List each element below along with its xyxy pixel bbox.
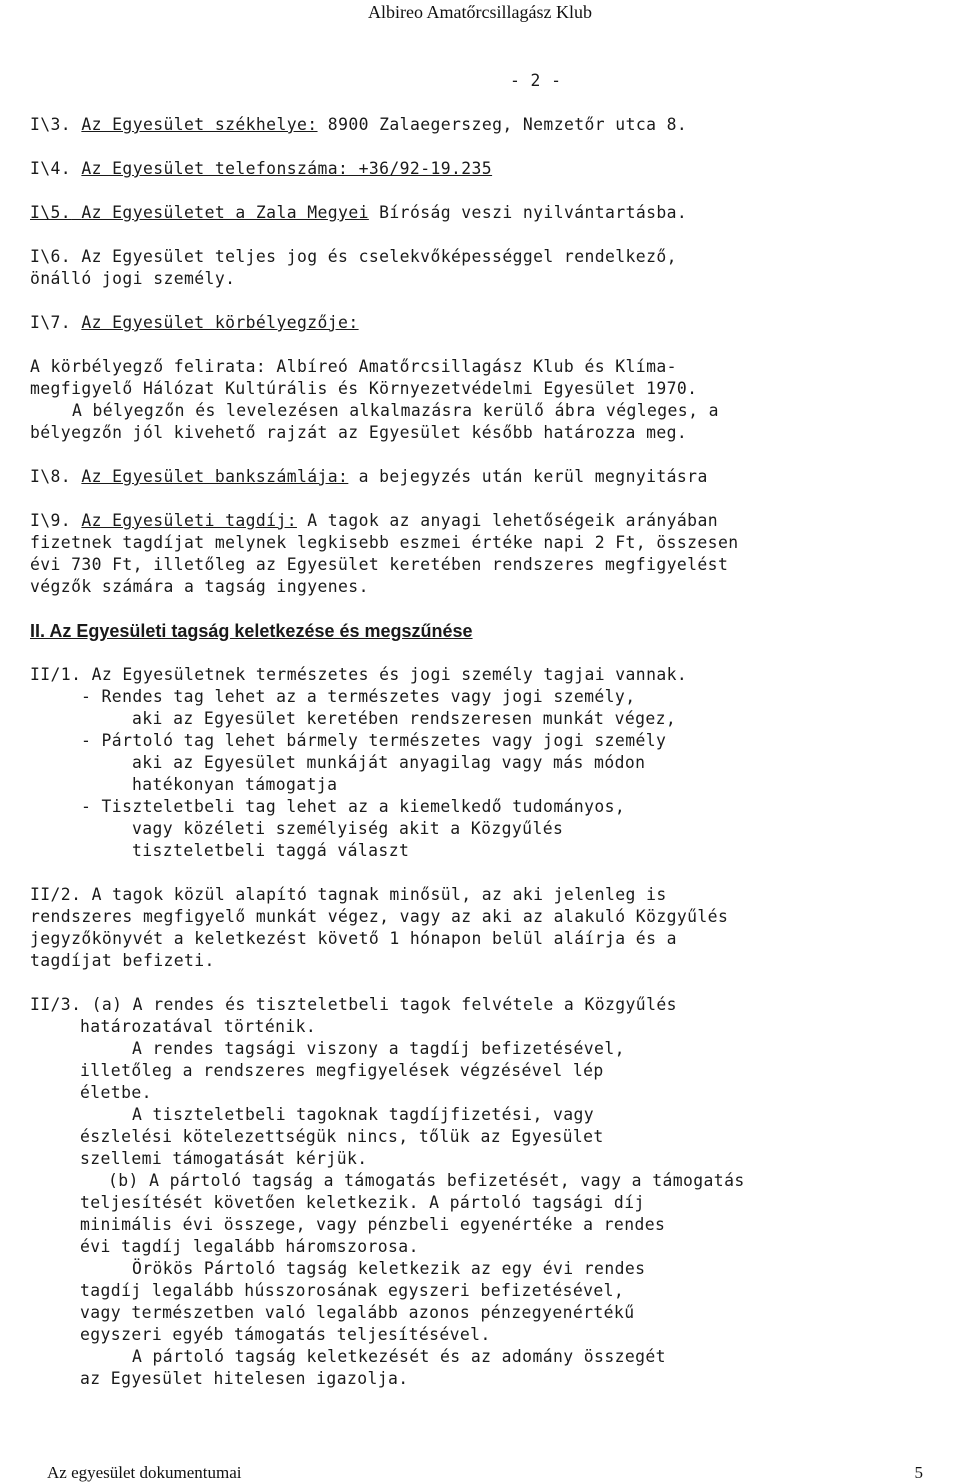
ii1-bullet-cont: tiszteletbeli taggá választ (132, 841, 410, 860)
ii1-line: II/1. Az Egyesületnek természetes és jogi személy tagjai vannak. (30, 665, 688, 684)
ii3-line: II/3. (a) A rendes és tiszteletbeli tagok felvétele a Közgyűlés (30, 995, 677, 1014)
section-number: I\7. (30, 313, 72, 332)
ii3-line: vagy természetben való legalább azonos pénzegyenértékű (80, 1303, 635, 1322)
section-i9 (30, 510, 945, 532)
section-text: a bejegyzés után kerül megnyitásra (348, 467, 708, 486)
ii2-line: jegyzőkönyvét a keletkezést követő 1 hónapon belül aláírja és a (30, 929, 677, 948)
ii2-line: tagdíjat befizeti. (30, 951, 215, 970)
ii3-line: teljesítését követően keletkezik. A pártoló tagsági díj (80, 1193, 645, 1212)
page-marker: - 2 - (510, 71, 562, 90)
stamp-text-line: megfigyelő Hálózat Kultúrális és Környezetvédelmi Egyesület 1970. (30, 379, 698, 398)
section-i4 (30, 158, 945, 180)
ii3-line: (b) A pártoló tagság a támogatás befizetését, vagy a támogatás (108, 1171, 745, 1190)
section-number: I\3. (30, 115, 72, 134)
section-i5 (30, 202, 945, 224)
section-title: Az Egyesület körbélyegzője: (81, 313, 359, 332)
ii3-line: észlelési kötelezettségük nincs, tőlük az Egyesület (80, 1127, 604, 1146)
stamp-text-line: A bélyegzőn és levelezésen alkalmazásra kerülő ábra végleges, a (72, 401, 719, 420)
section-i8 (30, 466, 945, 488)
ii3-line: életbe. (80, 1083, 152, 1102)
stamp-text-line: bélyegzőn jól kivehető rajzát az Egyesület később határozza meg. (30, 423, 688, 442)
ii1-bullet-cont: aki az Egyesület munkáját anyagilag vagy más módon (132, 753, 646, 772)
section-title: Az Egyesület székhelye: (81, 115, 318, 134)
ii3-line: A pártoló tagság keletkezését és az adomány összegét (132, 1347, 666, 1366)
ii3-line: minimális évi összege, vagy pénzbeli egyenértéke a rendes (80, 1215, 666, 1234)
ii3-line: A tiszteletbeli tagoknak tagdíjfizetési, vagy (132, 1105, 595, 1124)
section-i9-line: fizetnek tagdíjat melynek legkisebb eszmei értéke napi 2 Ft, összesen (30, 533, 739, 552)
ii3-line: Örökös Pártoló tagság keletkezik az egy évi rendes (132, 1259, 646, 1278)
chapter-heading: II. Az Egyesületi tagság keletkezése és megszűnése (30, 621, 473, 641)
ii1-bullet-cont: vagy közéleti személyiség akit a Közgyűlés (132, 819, 564, 838)
ii3-line: egyszeri egyéb támogatás teljesítésével. (80, 1325, 491, 1344)
stamp-text-line: A körbélyegző felirata: Albíreó Amatőrcsillagász Klub és Klíma- (30, 357, 677, 376)
ii3-line: A rendes tagsági viszony a tagdíj befizetésével, (132, 1039, 625, 1058)
section-i6-line: önálló jogi személy. (30, 269, 236, 288)
footer-left-text: Az egyesület dokumentumai (47, 1463, 242, 1482)
section-title: Az Egyesületet a Zala Megyei (81, 203, 369, 222)
section-title: Az Egyesület bankszámlája: (81, 467, 349, 486)
section-title: Az Egyesület telefonszáma: +36/92-19.235 (81, 159, 493, 178)
ii1-bullet-cont: aki az Egyesület keretében rendszeresen munkát végez, (132, 709, 677, 728)
ii3-line: szellemi támogatását kérjük. (80, 1149, 368, 1168)
ii3-line: évi tagdíj legalább háromszorosa. (80, 1237, 419, 1256)
section-text: Bíróság veszi nyilvántartásba. (368, 203, 688, 222)
ii3-line: határozatával történik. (80, 1017, 317, 1036)
section-number: I\9. (30, 511, 72, 530)
ii1-bullet: - Tiszteletbeli tag lehet az a kiemelkedő tudományos, (81, 797, 626, 816)
ii3-line: az Egyesület hitelesen igazolja. (80, 1369, 409, 1388)
section-i9-line: végzők számára a tagság ingyenes. (30, 577, 369, 596)
section-text: 8900 Zalaegerszeg, Nemzetőr utca 8. (317, 115, 688, 134)
section-title: Az Egyesületi tagdíj: (81, 511, 297, 530)
section-i9-line: évi 730 Ft, illetőleg az Egyesület keretében rendszeres megfigyelést (30, 555, 729, 574)
section-i3 (30, 114, 945, 136)
footer-page-number: 5 (914, 1463, 923, 1482)
ii3-line: tagdíj legalább hússzorosának egyszeri befizetésével, (80, 1281, 625, 1300)
section-number: I\5. (30, 203, 72, 222)
document-body (30, 70, 945, 1390)
section-number: I\4. (30, 159, 72, 178)
section-text: A tagok az anyagi lehetőségeik arányában (297, 511, 718, 530)
ii3-line: illetőleg a rendszeres megfigyelések végzésével lép (80, 1061, 604, 1080)
ii2-line: II/2. A tagok közül alapító tagnak minősül, az aki jelenleg is (30, 885, 667, 904)
section-i7 (30, 312, 945, 334)
ii1-bullet-cont: hatékonyan támogatja (132, 775, 338, 794)
section-i6-line: I\6. Az Egyesület teljes jog és cselekvőképességgel rendelkező, (30, 247, 677, 266)
ii1-bullet: - Pártoló tag lehet bármely természetes vagy jogi személy (81, 731, 667, 750)
ii1-bullet: - Rendes tag lehet az a természetes vagy jogi személy, (81, 687, 636, 706)
ii2-line: rendszeres megfigyelő munkát végez, vagy az aki az alakuló Közgyűlés (30, 907, 729, 926)
page-header-title: Albireo Amatőrcsillagász Klub (368, 2, 592, 22)
section-number: I\8. (30, 467, 72, 486)
